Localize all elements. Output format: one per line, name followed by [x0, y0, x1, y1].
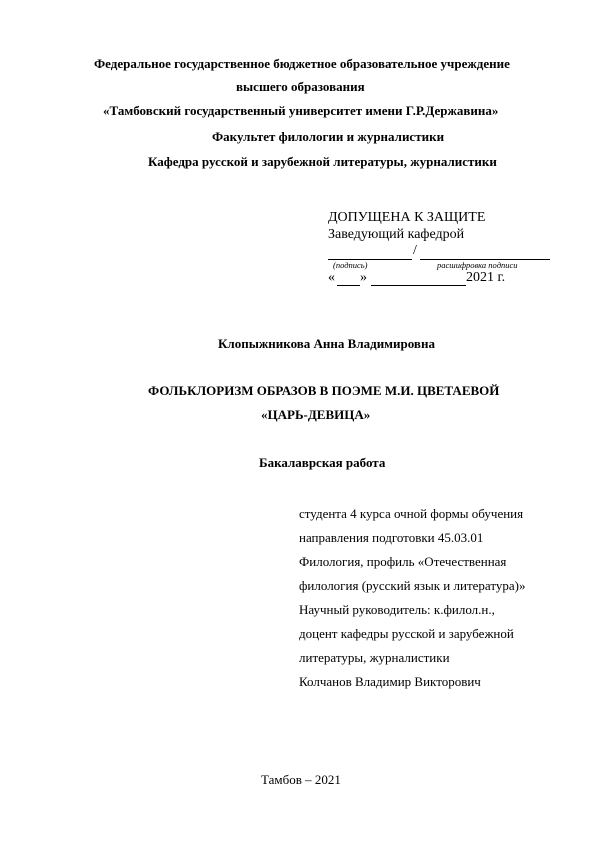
decode-caption: расшифровка подписи [437, 260, 518, 270]
date-quote-open: « [328, 270, 335, 285]
info-line: Филология, профиль «Отечественная [299, 554, 507, 569]
signature-caption: (подпись) [333, 260, 368, 270]
date-day-line [337, 285, 360, 286]
info-line: доцент кафедры русской и зарубежной [299, 626, 514, 641]
date-year: 2021 г. [466, 270, 506, 285]
footer-city-year: Тамбов – 2021 [261, 772, 341, 787]
header-faculty-line: Факультет филологии и журналистики [212, 129, 445, 144]
approval-title: ДОПУЩЕНА К ЗАЩИТЕ [328, 210, 486, 225]
header-department-line: Кафедра русской и зарубежной литературы, журналистики [148, 154, 497, 169]
date-month-line [371, 285, 466, 286]
header-ministry-line: Федеральное государственное бюджетное образовательное учреждение [94, 56, 510, 71]
signature-slash: / [413, 243, 417, 258]
date-quote-close: » [360, 270, 367, 285]
info-line: Научный руководитель: к.филол.н., [299, 602, 495, 617]
author-name: Клопыжникова Анна Владимировна [218, 336, 435, 351]
info-line: направления подготовки 45.03.01 [299, 530, 484, 545]
work-title-line2: «ЦАРЬ-ДЕВИЦА» [261, 407, 371, 422]
header-university-line: «Тамбовский государственный университет имени Г.Р.Державина» [103, 103, 499, 118]
info-line: Колчанов Владимир Викторович [299, 674, 481, 689]
info-line: студента 4 курса очной формы обучения [299, 506, 524, 521]
header-education-line: высшего образования [236, 79, 365, 94]
approval-position: Заведующий кафедрой [328, 227, 465, 242]
info-line: филология (русский язык и литература)» [299, 578, 526, 593]
info-line: литературы, журналистики [299, 650, 450, 665]
work-type: Бакалаврская работа [259, 455, 386, 470]
work-title-line1: ФОЛЬКЛОРИЗМ ОБРАЗОВ В ПОЭМЕ М.И. ЦВЕТАЕВОЙ [148, 383, 500, 398]
